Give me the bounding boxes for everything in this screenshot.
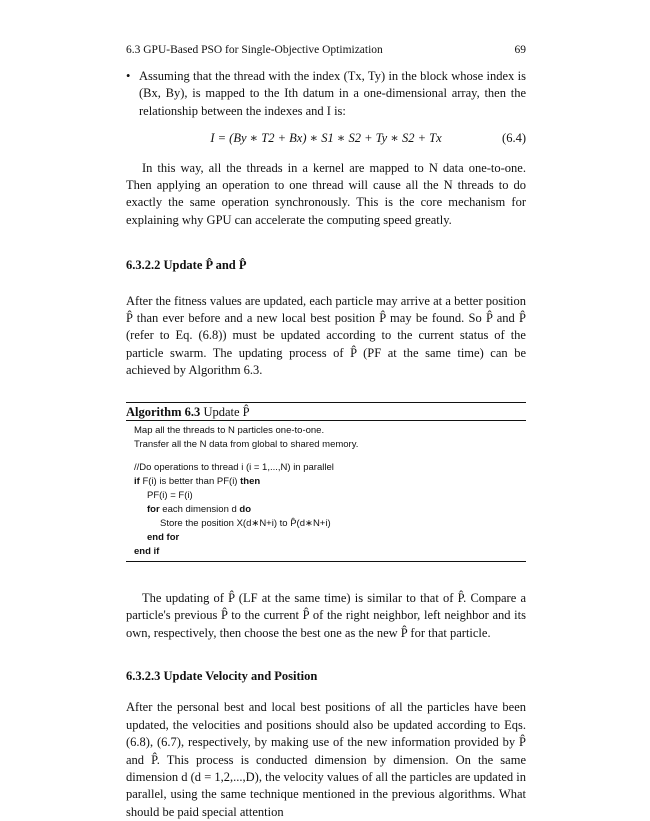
section-heading-update-p: 6.3.2.2 Update P̂ and P̂ bbox=[126, 258, 247, 273]
algorithm-title bbox=[126, 403, 526, 421]
algorithm-line-text: F(i) is better than PF(i) bbox=[139, 475, 241, 487]
running-head: 6.3 GPU-Based PSO for Single-Objective Optimization bbox=[126, 44, 383, 56]
after-algorithm-paragraph: The updating of P̂ (LF at the same time) is similar to that of P̂. Compare a particle's previous P̂ to the current P̂ of the right neighbor, left neighbor and its own, respectively, then choose the best one as the new P̂ for that particle. bbox=[126, 590, 526, 640]
algorithm-line bbox=[134, 452, 526, 461]
algorithm-keyword: for bbox=[147, 503, 160, 515]
page-header bbox=[126, 44, 526, 56]
intro-paragraph: In this way, all the threads in a kernel are mapped to N data one-to-one. Then applying an operation to one thread will cause all the N threads to do exactly the same operation synchronously. This is the core mechanism for explaining why GPU can accelerate the computing speed greatly. bbox=[126, 160, 526, 227]
section-paragraph-update-p: After the fitness values are updated, each particle may arrive at a better position P̂ than ever before and a new local best position P̂ may be found. So P̂ and P̂ (refer to Eq. (6.8)) must be updated according to the current status of the particle swarm. The updating process of P̂ (PF at the same time) can be achieved by Algorithm 6.3. bbox=[126, 293, 526, 378]
algorithm-line bbox=[134, 475, 526, 489]
algorithm-keyword: do bbox=[239, 503, 252, 515]
section-paragraph-velocity: After the personal best and local best positions of all the particles have been updated, the velocities and positions should also be updated according to Eqs. (6.8), (6.7), respectively, by making use of the new information provided by P̂ and P̂. This process is conducted dimension by dimension. On the same dimension d (d = 1,2,...,D), the velocity values of all the particles are updated in parallel, using the same technique mentioned in the previous algorithms. What should be paid special attention bbox=[126, 700, 526, 819]
bullet-item bbox=[126, 68, 526, 120]
equation-number: (6.4) bbox=[502, 131, 526, 146]
algorithm-line bbox=[134, 503, 526, 517]
page-number: 69 bbox=[514, 44, 526, 56]
equation-text: I = (By ∗ T2 + Bx) ∗ S1 ∗ S2 + Ty ∗ S2 + Tx bbox=[210, 131, 442, 146]
algorithm-line: end for bbox=[147, 531, 180, 543]
algorithm-label: Algorithm 6.3 bbox=[126, 404, 201, 419]
algorithm-line: //Do operations to thread i (i = 1,...,N) in parallel bbox=[134, 461, 334, 473]
section-heading-velocity: 6.3.2.3 Update Velocity and Position bbox=[126, 668, 318, 683]
algorithm-box bbox=[126, 402, 526, 562]
bullet-symbol: • bbox=[126, 69, 131, 83]
algorithm-line: PF(i) = F(i) bbox=[147, 489, 193, 501]
algorithm-keyword: then bbox=[240, 475, 261, 487]
algorithm-title-text: Update P̂ bbox=[203, 404, 250, 419]
algorithm-keyword: if bbox=[134, 475, 140, 487]
algorithm-line: Transfer all the N data from global to shared memory. bbox=[134, 438, 359, 450]
equation-6-4 bbox=[126, 130, 526, 147]
algorithm-line-text: each dimension d bbox=[159, 503, 240, 515]
bullet-text: Assuming that the thread with the index (Tx, Ty) in the block whose index is (Bx, By), is mapped to the Ith datum in a one-dimensional array, then the relationship between the indexes and I is: bbox=[139, 69, 526, 118]
algorithm-body bbox=[126, 421, 526, 561]
algorithm-line: end if bbox=[134, 545, 160, 557]
page-content bbox=[126, 68, 526, 821]
algorithm-line: Store the position X(d∗N+i) to P̂(d∗N+i) bbox=[160, 517, 331, 529]
algorithm-line: Map all the threads to N particles one-to-one. bbox=[134, 424, 325, 436]
